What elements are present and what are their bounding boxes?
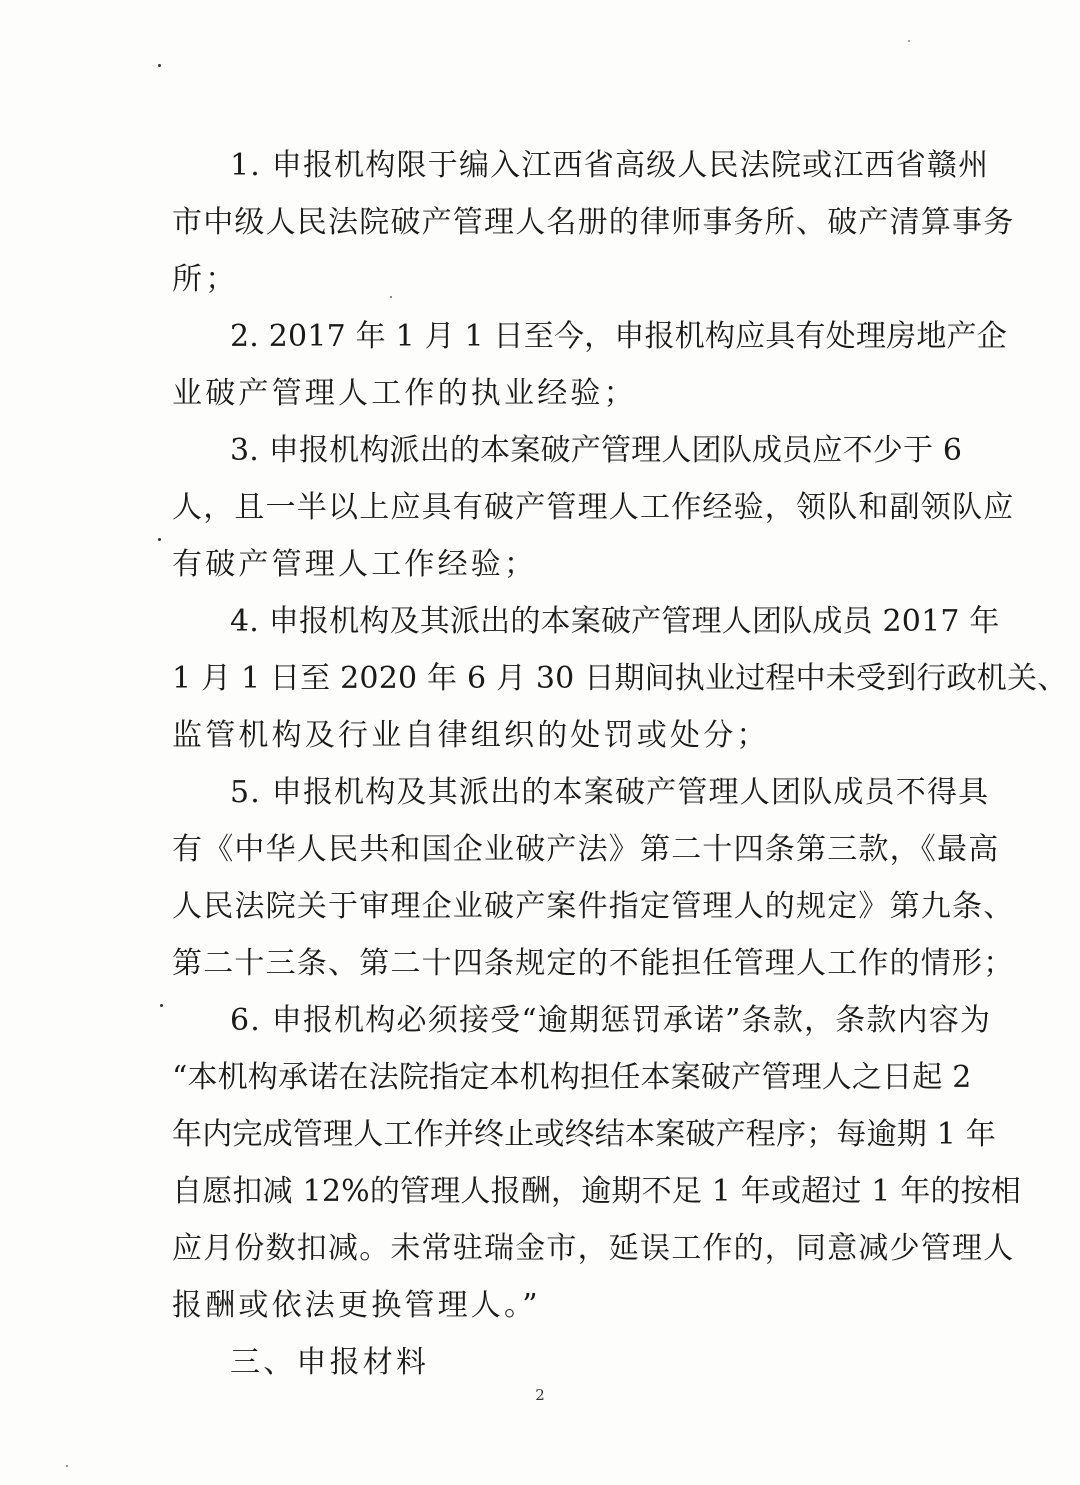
text-line: 报酬或依法更换管理人。” (172, 1288, 541, 1323)
page-number: 2 (535, 1386, 545, 1404)
text-line: 自愿扣减 12%的管理人报酬，逾期不足 1 年或超过 1 年的按相 (172, 1174, 1022, 1209)
text-line: 有破产管理人工作经验； (172, 547, 538, 582)
scan-speck (908, 40, 910, 42)
text-line: 年内完成管理人工作并终止或终结本案破产程序；每逾期 1 年 (172, 1117, 996, 1152)
text-line: 有《中华人民共和国企业破产法》第二十四条第三款，《最高 (172, 832, 1000, 867)
scan-speck (158, 64, 161, 67)
text-line: 1 月 1 日至 2020 年 6 月 30 日期间执业过程中未受到行政机关、 (172, 661, 1068, 696)
text-line: 6. 申报机构必须接受“逾期惩罚承诺”条款，条款内容为 (230, 1003, 992, 1038)
text-line: 1. 申报机构限于编入江西省高级人民法院或江西省赣州 (230, 148, 990, 183)
scan-speck (160, 1004, 163, 1007)
text-line: 2. 2017 年 1 月 1 日至今，申报机构应具有处理房地产企 (230, 319, 1007, 354)
text-line: 4. 申报机构及其派出的本案破产管理人团队成员 2017 年 (230, 604, 1000, 639)
text-line: 市中级人民法院破产管理人名册的律师事务所、破产清算事务 (172, 205, 1015, 240)
text-line: 应月份数扣减。未常驻瑞金市，延误工作的，同意减少管理人 (172, 1231, 1015, 1266)
document-body (172, 137, 1068, 1391)
scan-speck (158, 538, 161, 541)
text-line: “本机构承诺在法院指定本机构担任本案破产管理人之日起 2 (172, 1060, 972, 1095)
text-line: 业破产管理人工作的执业经验； (172, 376, 637, 411)
text-line: 3. 申报机构派出的本案破产管理人团队成员应不少于 6 (230, 433, 963, 468)
scan-speck (66, 1465, 68, 1467)
text-line: 人，且一半以上应具有破产管理人工作经验，领队和副领队应 (172, 490, 1015, 525)
scan-speck (390, 296, 392, 298)
text-line: 5. 申报机构及其派出的本案破产管理人团队成员不得具 (230, 775, 990, 810)
text-line: 所； (172, 262, 239, 297)
text-line: 第二十三条、第二十四条规定的不能担任管理人工作的情形； (172, 946, 1015, 981)
text-line: 监管机构及行业自律组织的处罚或处分； (172, 718, 770, 753)
section-heading: 三、申报材料 (230, 1345, 430, 1380)
text-line: 人民法院关于审理企业破产案件指定管理人的规定》第九条、 (172, 889, 1015, 924)
